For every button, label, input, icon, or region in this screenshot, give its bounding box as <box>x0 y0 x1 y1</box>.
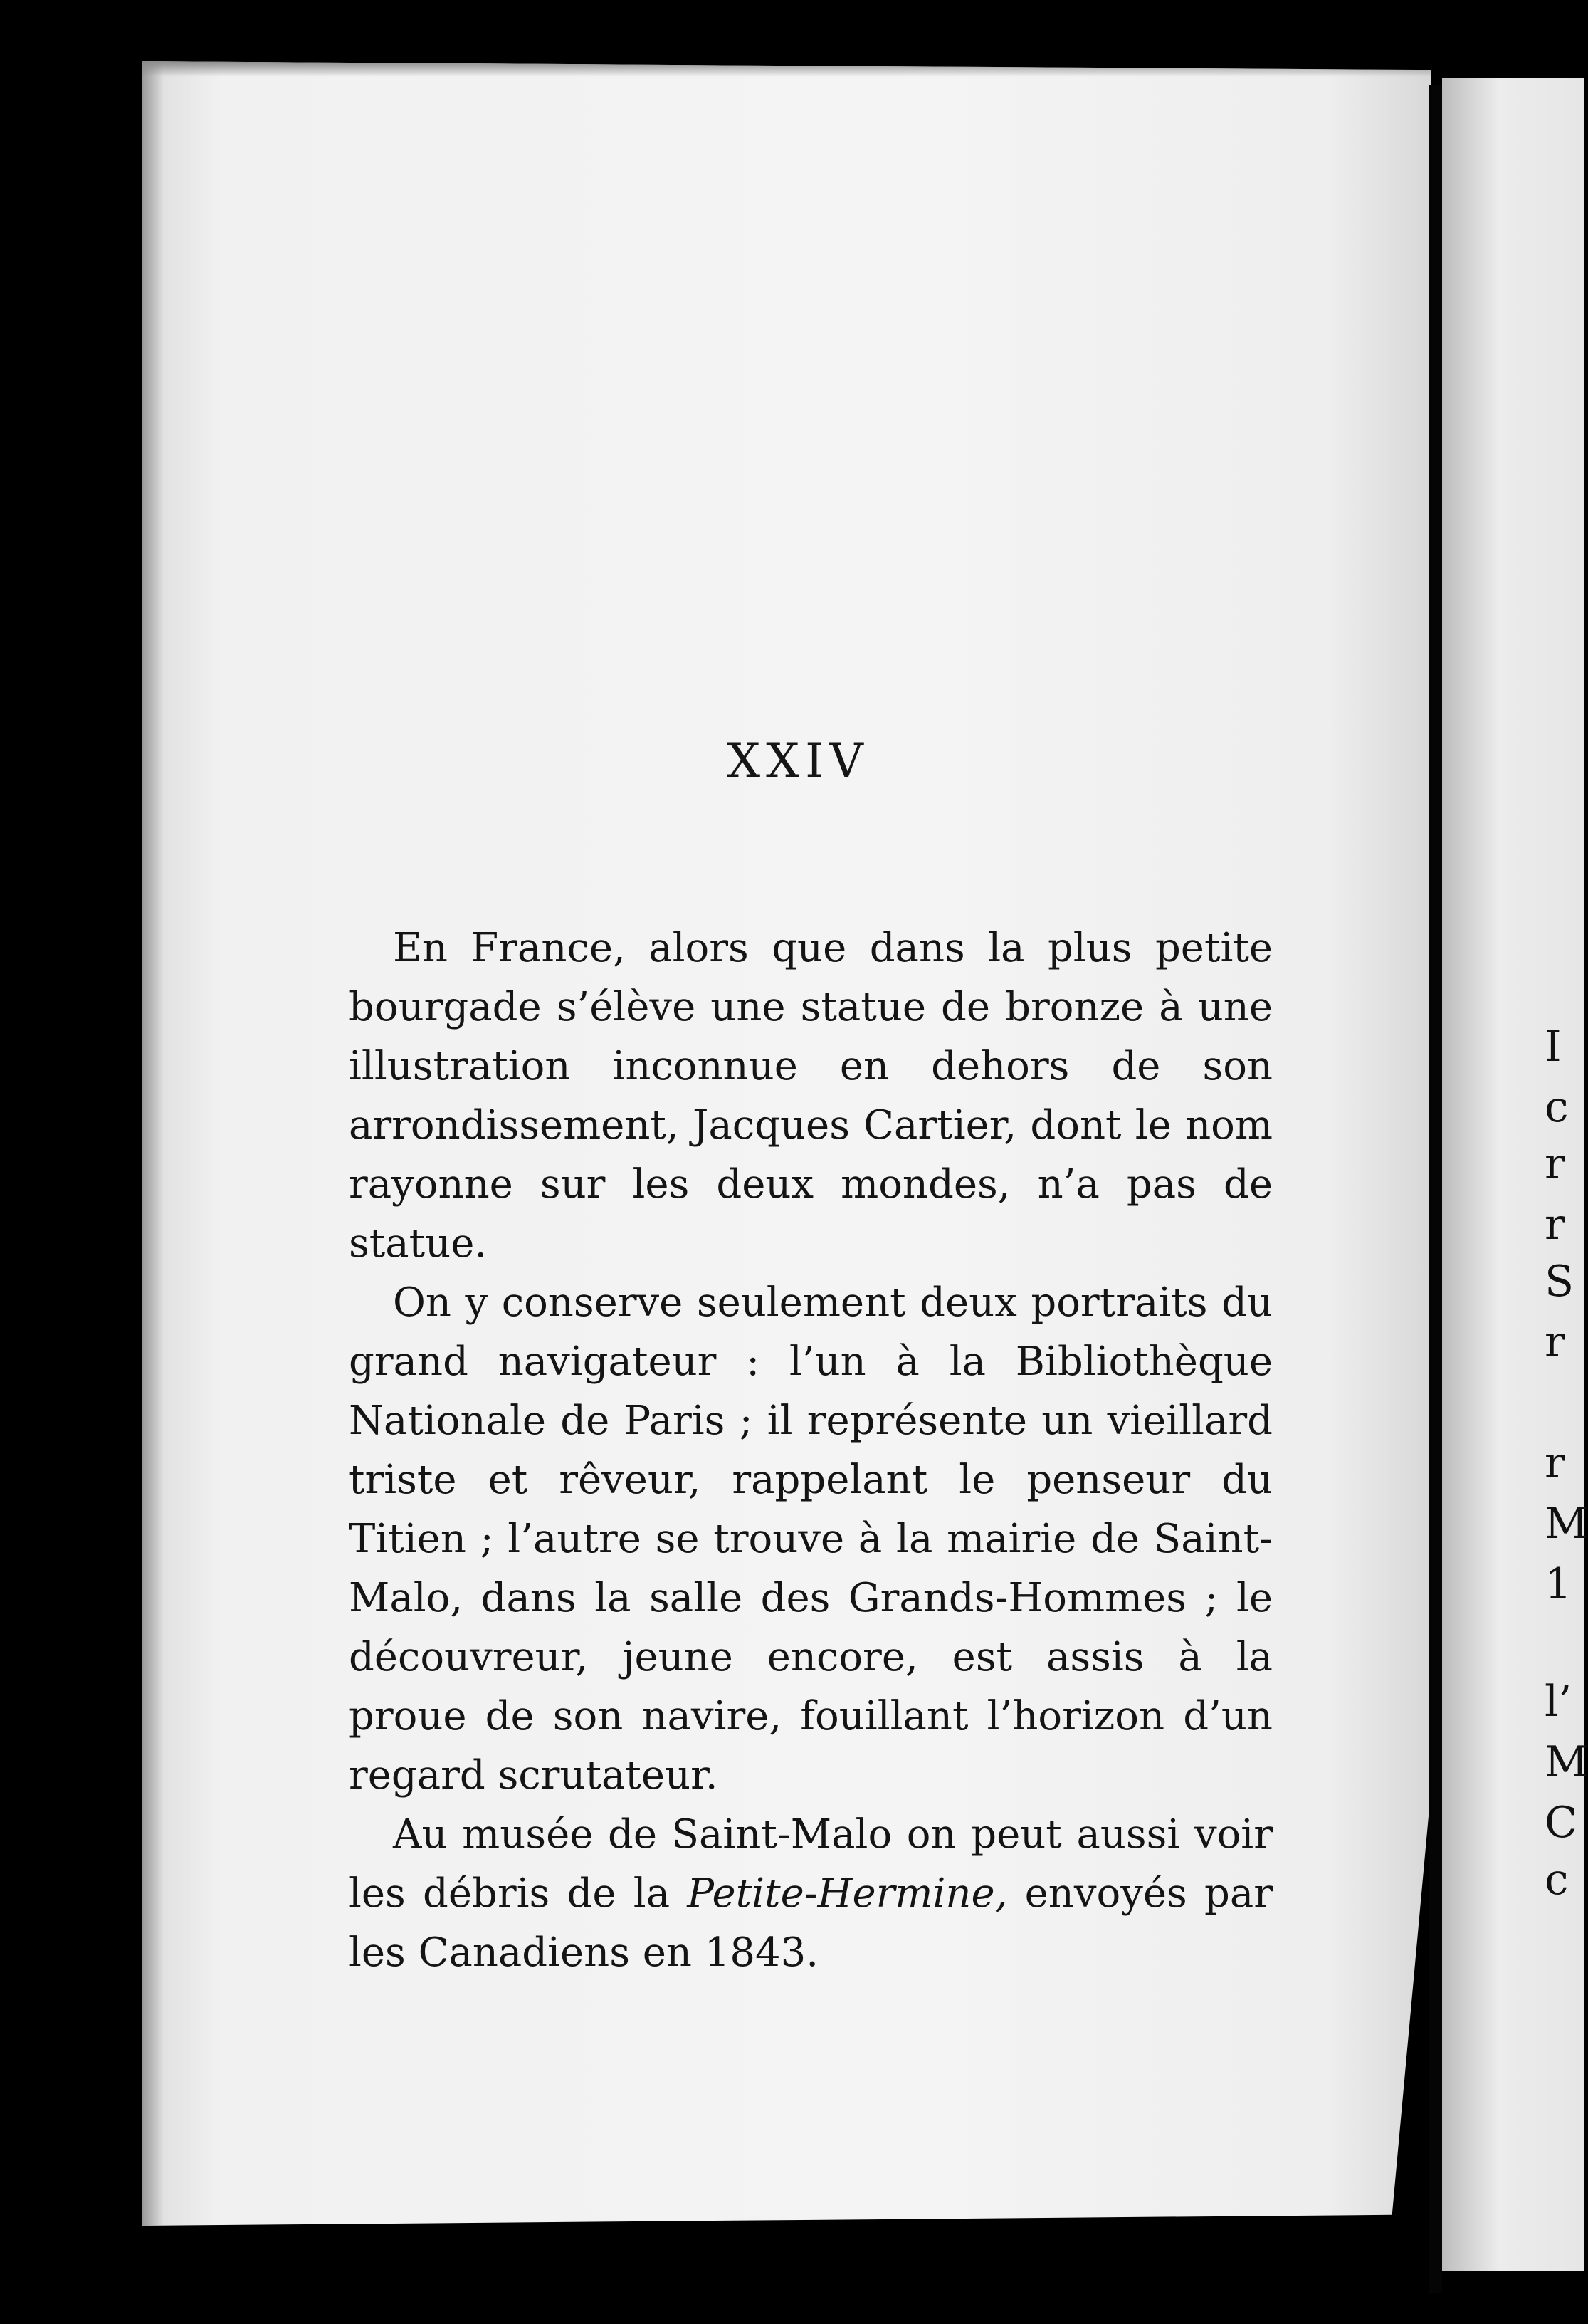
next-page-glyph: C <box>1545 1798 1577 1848</box>
body-text <box>349 918 1273 1982</box>
text-line: nom rayonne sur les deux mondes, n’a pas <box>349 1102 1273 1208</box>
next-page-glyph: r <box>1545 1139 1565 1189</box>
chapter-heading: XXIV <box>727 733 869 788</box>
text-segment: Au musée de Saint-Malo on peut aussi voir les débris de la <box>349 1811 1273 1917</box>
text-line: On y conserve seulement deux portraits <box>393 1279 1208 1326</box>
paragraph <box>349 1805 1273 1982</box>
next-page-glyph: 1 <box>1545 1559 1572 1609</box>
text-line: bourgade s’élève une statue de bronze à une <box>349 984 1273 1030</box>
next-page-glyph: c <box>1545 1082 1569 1132</box>
next-page-glyph: r <box>1545 1438 1565 1488</box>
text-line: Malo, dans la salle des Grands-Hommes ; le <box>349 1575 1273 1621</box>
next-page-glyph: M <box>1545 1499 1588 1549</box>
text-segment: envoyés par les Canadiens en 1843. <box>349 1870 1273 1976</box>
text-line: illustration inconnue en dehors de son <box>349 1043 1273 1089</box>
next-page-glyph: S <box>1545 1257 1574 1307</box>
next-page-glyph: l’ <box>1545 1677 1572 1727</box>
text-line: de statue. <box>349 1161 1273 1267</box>
page-fold <box>1429 85 1442 2293</box>
next-page-glyph: I <box>1545 1022 1562 1072</box>
text-line: regard scrutateur. <box>349 1752 718 1799</box>
text-line: En France, alors que dans la plus petite <box>393 925 1273 971</box>
text-line: Nationale de Paris ; il représente un vieillard <box>349 1398 1273 1444</box>
text-line: du grand navigateur : l’un à la Bibliothèque <box>349 1279 1273 1385</box>
ship-name: Petite-Hermine, <box>687 1870 1008 1917</box>
next-page-glyph: r <box>1545 1317 1565 1367</box>
text-line: découvreur, jeune encore, est assis à la <box>349 1634 1273 1680</box>
paragraph <box>349 1273 1273 1805</box>
text-line: arrondissement, Jacques Cartier, dont le <box>349 1102 1172 1148</box>
text-line: proue de son navire, fouillant l’horizon d’un <box>349 1693 1273 1739</box>
text-line: Titien ; l’autre se trouve à la mairie de Saint- <box>349 1516 1273 1562</box>
paragraph <box>349 918 1273 1273</box>
text-line: triste et rêveur, rappelant le penseur du <box>349 1457 1273 1503</box>
next-page-glyph: M <box>1545 1737 1588 1787</box>
next-page-glyph: c <box>1545 1855 1569 1905</box>
next-page-glyph: r <box>1545 1200 1565 1250</box>
